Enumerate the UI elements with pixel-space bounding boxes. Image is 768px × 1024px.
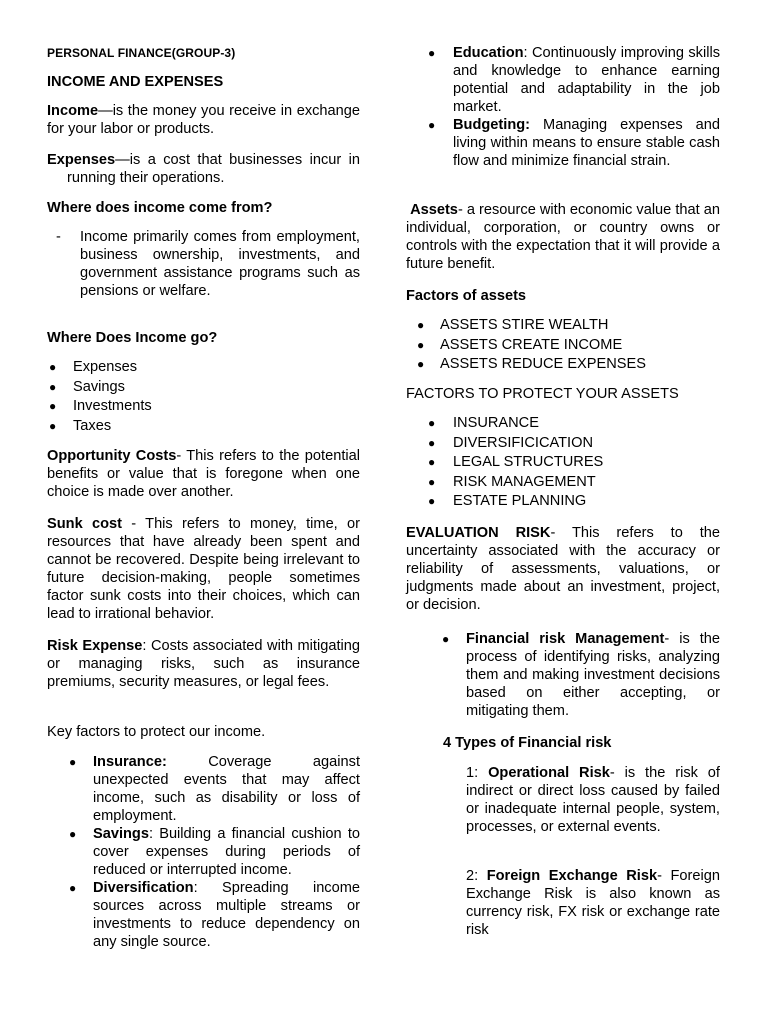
list-item: ● ASSETS CREATE INCOME xyxy=(417,336,623,353)
factors-assets-list xyxy=(406,316,720,375)
list-item: ● Savings xyxy=(49,378,125,395)
list-item: ● Expenses xyxy=(49,359,138,375)
protect-assets-heading: FACTORS TO PROTECT YOUR ASSETS xyxy=(406,386,679,402)
key-factors-intro: Key factors to protect our income. xyxy=(47,724,266,740)
sunk-def: - This refers to money, time, or resources that have already been spent and cannot be recovered. Despite being irrelevant to future decision-making, people sometimes factor sunk costs into their choices, which can lead to irrational behavior. xyxy=(47,516,360,622)
where-from-item xyxy=(47,228,360,300)
risk-expense-def: : Costs associated with mitigating or managing risks, such as insurance premiums, security measures, or legal fees. xyxy=(47,638,360,690)
expenses-definition xyxy=(47,151,360,187)
risk-expense-definition xyxy=(47,637,360,691)
key-factors-list xyxy=(47,753,360,951)
assets-term: Assets xyxy=(410,202,458,218)
evaluation-risk-definition xyxy=(406,524,720,614)
section-title: INCOME AND EXPENSES xyxy=(47,74,224,90)
document-title: PERSONAL FINANCE(GROUP-3) xyxy=(47,46,236,60)
income-term: Income xyxy=(47,103,99,119)
dash-marker: - xyxy=(56,229,61,245)
list-item: ● Budgeting: Managing expenses and living within means to ensure stable cash flow and minimize financial strain. xyxy=(428,117,720,169)
list-item: ● Diversification: Spreading income sources across multiple streams or investments to reduce dependency on any single source. xyxy=(69,880,360,950)
list-item: ● LEGAL STRUCTURES xyxy=(428,454,604,470)
expenses-def: —is a cost that businesses incur in running their operations. xyxy=(67,152,360,186)
list-item: ● ASSETS STIRE WEALTH xyxy=(417,317,609,333)
list-item: ● Savings: Building a financial cushion to cover expenses during periods of reduced or interrupted income. xyxy=(69,826,360,878)
top-items-list xyxy=(406,44,720,170)
list-item: ● Taxes xyxy=(49,417,112,434)
income-def: —is the money you receive in exchange for your labor or products. xyxy=(47,103,360,137)
list-item: ● RISK MANAGEMENT xyxy=(428,473,596,490)
sunk-term: Sunk cost xyxy=(47,516,122,532)
list-item: ● ESTATE PLANNING xyxy=(428,493,587,509)
opportunity-cost-definition xyxy=(47,447,360,501)
opportunity-def: - This refers to the potential benefits or value that is foregone when one choice is made over another. xyxy=(47,448,360,500)
list-item: ● Investments xyxy=(49,398,152,414)
where-go-list xyxy=(47,358,360,436)
assets-def: - a resource with economic value that an individual, corporation, or country owns or controls with the expectation that it will provide a future benefit. xyxy=(406,202,720,272)
sunk-cost-definition xyxy=(47,515,360,623)
evaluation-term: EVALUATION RISK xyxy=(406,525,551,541)
opportunity-term: Opportunity Costs xyxy=(47,448,177,464)
list-item: ● Insurance: Coverage against unexpected events that may affect income, such as disability or loss of employment. xyxy=(69,754,360,824)
where-from-heading: Where does income come from? xyxy=(47,200,273,216)
where-from-text: Income primarily comes from employment, business ownership, investments, and government assistance programs such as pensions or welfare. xyxy=(80,229,360,299)
types-heading: 4 Types of Financial risk xyxy=(443,735,612,751)
list-item: ● ASSETS REDUCE EXPENSES xyxy=(417,356,646,372)
list-item: ● DIVERSIFICICATION xyxy=(428,434,594,451)
foreign-exchange-risk: 2: Foreign Exchange Risk- Foreign Exchange Risk is also known as currency risk, FX risk or exchange rate risk xyxy=(466,868,720,938)
where-go-heading: Where Does Income go? xyxy=(47,330,218,346)
assets-definition xyxy=(406,201,720,273)
list-item: ● INSURANCE xyxy=(428,415,539,431)
income-definition xyxy=(47,102,360,138)
risk-expense-term: Risk Expense xyxy=(47,638,143,654)
evaluation-def: - This refers to the uncertainty associated with the accuracy or reliability of assessments, valuations, or judgments made about an investment, project, or decision. xyxy=(406,525,720,613)
factors-assets-heading: Factors of assets xyxy=(406,288,527,304)
list-item: ● Education: Continuously improving skills and knowledge to enhance earning potential and adaptability in the job market. xyxy=(428,45,720,115)
operational-risk: 1: Operational Risk- is the risk of indirect or direct loss caused by failed or inadequate internal people, system, processes, or external events. xyxy=(466,765,720,835)
expenses-term: Expenses xyxy=(47,152,116,168)
protect-assets-list xyxy=(406,414,720,512)
frm-text: Financial risk Management- is the process of identifying risks, analyzing them and making investment decisions based on either accepting, or mitigating them. xyxy=(466,631,720,719)
frm-item: ● Financial risk Management- is the process of identifying risks, analyzing them and making investment decisions based on either accepting, or mitigating them. xyxy=(442,631,720,719)
